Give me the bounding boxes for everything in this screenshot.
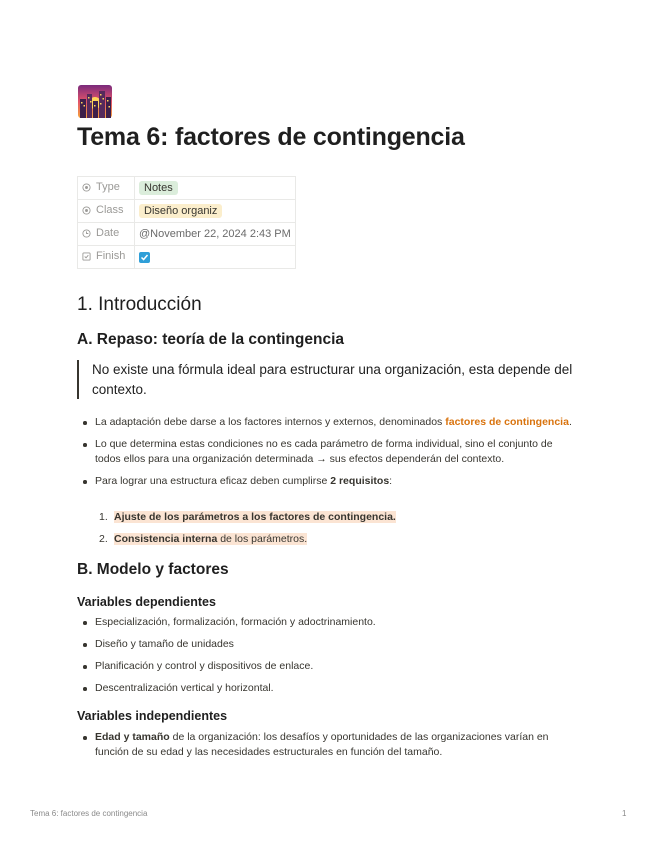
property-key: Finish	[96, 250, 126, 263]
date-value[interactable]: @November 22, 2024 2:43 PM	[139, 228, 291, 240]
properties-table	[77, 176, 296, 269]
property-key: Class	[96, 204, 124, 217]
class-tag[interactable]: Diseño organiz	[139, 204, 222, 218]
list-item: Edad y tamaño de la organización: los desafíos y oportunidades de las organizaciones varían en función de su edad y las necesidades estructurales en función del tamaño.	[81, 730, 571, 760]
property-row-finish	[78, 246, 296, 269]
list-item: Descentralización vertical y horizontal.	[81, 681, 581, 696]
property-key: Date	[96, 227, 120, 240]
section-heading-introduccion: 1. Introducción	[77, 294, 202, 315]
city-skyline-sunset-icon	[78, 85, 112, 118]
subsection-heading-repaso: A. Repaso: teoría de la contingencia	[77, 331, 345, 348]
bullet-list-repaso	[81, 415, 581, 496]
list-item: Para lograr una estructura eficaz deben cumplirse 2 requisitos:	[81, 474, 581, 489]
highlight-text: factores de contingencia	[445, 416, 569, 428]
property-row-type	[78, 177, 296, 200]
requirements-list	[99, 510, 569, 554]
list-item: Especialización, formalización, formación y adoctrinamiento.	[81, 615, 581, 630]
footer-title: Tema 6: factores de contingencia	[30, 809, 148, 818]
property-row-class	[78, 200, 296, 223]
type-tag[interactable]: Notes	[139, 181, 178, 195]
list-item: Lo que determina estas condiciones no es cada parámetro de forma individual, sino el conjunto de todos ellos para una organización determinada → sus efectos dependerán del contexto.	[81, 437, 581, 467]
list-item: 2. Consistencia interna de los parámetros.	[99, 533, 308, 545]
page-title: Tema 6: factores de contingencia	[77, 123, 465, 151]
list-item: Diseño y tamaño de unidades	[81, 637, 581, 652]
independent-variables-list	[81, 730, 571, 767]
heading-variables-dependientes: Variables dependientes	[77, 595, 216, 609]
list-item: 1. Ajuste de los parámetros a los factores de contingencia.	[99, 511, 396, 523]
clock-icon	[82, 229, 91, 238]
page-number: 1	[622, 809, 627, 818]
target-icon	[82, 206, 91, 215]
subsection-heading-modelo: B. Modelo y factores	[77, 561, 229, 578]
quote-block: No existe una fórmula ideal para estructurar una organización, esta depende del contexto.	[77, 360, 592, 399]
finish-checkbox[interactable]	[139, 252, 150, 263]
checkbox-icon	[82, 252, 91, 261]
list-item: La adaptación debe darse a los factores internos y externos, denominados factores de contingencia.	[81, 415, 581, 430]
property-key: Type	[96, 181, 120, 194]
dependent-variables-list	[81, 615, 581, 703]
heading-variables-independientes: Variables independientes	[77, 709, 228, 723]
property-row-date	[78, 223, 296, 246]
list-item: Planificación y control y dispositivos de enlace.	[81, 659, 581, 674]
target-icon	[82, 183, 91, 192]
